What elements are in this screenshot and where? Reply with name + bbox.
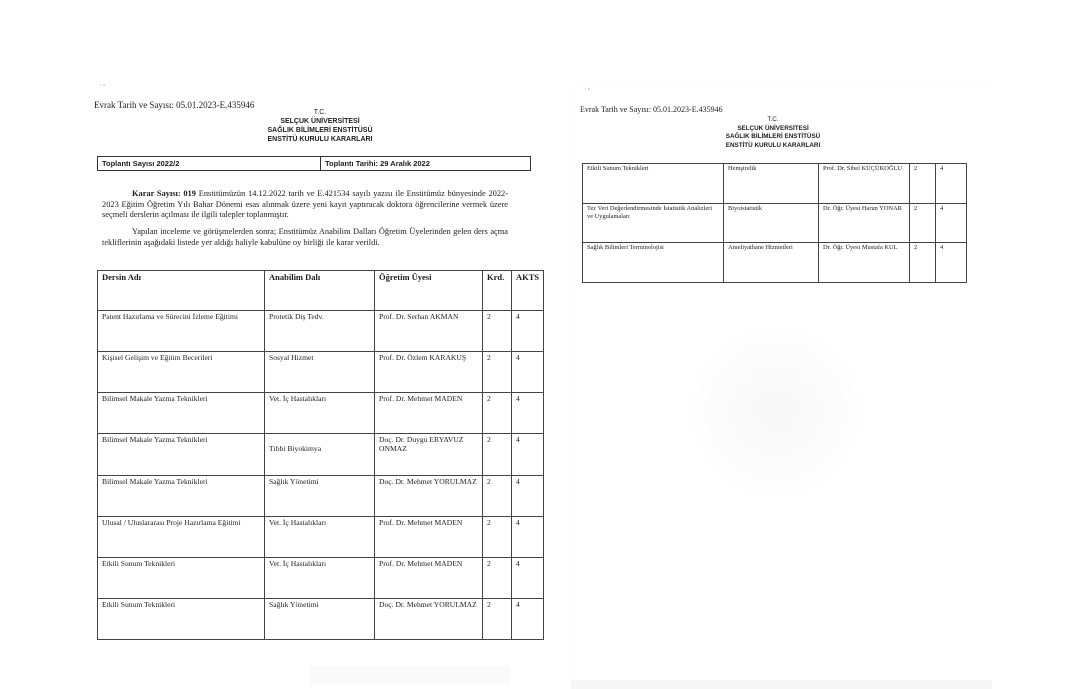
- lecturer: Prof. Dr. Mehmet MADEN: [375, 393, 483, 434]
- document-page-left: [80, 78, 560, 689]
- scan-smudge: [310, 666, 510, 684]
- table-row: [98, 598, 544, 639]
- course-name: Etkili Sunum Teknikleri: [98, 598, 265, 639]
- credit: 2: [483, 557, 512, 598]
- lecturer: Prof. Dr. Sibel KÜÇÜKOĞLU: [819, 164, 910, 204]
- credit: 2: [483, 598, 512, 639]
- course-name: Etkili Sunum Teknikleri: [583, 164, 724, 204]
- lecturer: Prof. Dr. Özlem KARAKUŞ: [375, 352, 483, 393]
- lecturer: Dr. Öğr. Üyesi Mustafa KUL: [819, 243, 910, 283]
- corner-mark: ' °: [585, 88, 590, 94]
- institution-header: [230, 108, 410, 144]
- department: Sağlık Yönetimi: [265, 475, 375, 516]
- department: Sosyal Hizmet: [265, 352, 375, 393]
- header-board: ENSTİTÜ KURULU KARARLARI: [267, 136, 373, 143]
- courses-table-continued: [582, 163, 967, 283]
- ects: 4: [512, 393, 544, 434]
- ects: 4: [512, 434, 544, 475]
- course-name: Ulusal / Uluslararası Proje Hazırlama Eğitimi: [98, 516, 265, 557]
- header-board: ENSTİTÜ KURULU KARARLARI: [725, 141, 821, 149]
- table-row: [98, 475, 544, 516]
- credit: 2: [910, 243, 936, 283]
- decision-text: Enstitümüzün 14.12.2022 tarih ve E.421534 sayılı yazısı ile Enstitümüz bünyesinde 2022-2023 Eğitim Öğretim Yılı Bahar Dönemi esas alınmak üzere yeni kayıt yaptıracak doktora öğrencilerine vermek üzere seçmeli derslerin açılması ile ilgili talepler toplanmıştır.: [102, 189, 508, 219]
- ects: 4: [936, 164, 967, 204]
- table-row: [583, 204, 967, 243]
- decision-number: Karar Sayısı: 019: [132, 189, 196, 198]
- lecturer: Prof. Dr. Serhan AKMAN: [375, 311, 483, 352]
- department: Protetik Diş Tedv.: [265, 311, 375, 352]
- col-header-ects: AKTS: [512, 271, 544, 311]
- meeting-info-box: [97, 156, 531, 171]
- ects: 4: [512, 557, 544, 598]
- document-page-right: [571, 86, 992, 689]
- header-tc: T.C.: [313, 109, 327, 116]
- col-header-lecturer: Öğretim Üyesi: [375, 271, 483, 311]
- credit: 2: [483, 434, 512, 475]
- lecturer: Dr. Öğr. Üyesi Harun YONAR: [819, 204, 910, 243]
- table-row: [98, 516, 544, 557]
- lecturer: Prof. Dr. Mehmet MADEN: [375, 557, 483, 598]
- department: Vet. İç Hastalıkları: [265, 557, 375, 598]
- ects: 4: [512, 311, 544, 352]
- department: Biyoistatistik: [724, 204, 819, 243]
- lecturer: Doç. Dr. Duygu ERYAVUZ ONMAZ: [375, 434, 483, 475]
- credit: 2: [483, 352, 512, 393]
- ects: 4: [512, 598, 544, 639]
- ects: 4: [512, 516, 544, 557]
- ects: 4: [936, 204, 967, 243]
- header-tc: T.C.: [767, 116, 779, 123]
- lecturer: Prof. Dr. Mehmet MADEN: [375, 516, 483, 557]
- table-header-row: [98, 271, 544, 311]
- course-name: Bilimsel Makale Yazma Teknikleri: [98, 475, 265, 516]
- department: Vet. İç Hastalıkları: [265, 516, 375, 557]
- meeting-number: Toplantı Sayısı 2022/2: [102, 159, 180, 168]
- col-header-course: Dersin Adı: [98, 271, 265, 311]
- department: Tıbbi Biyokimya: [265, 434, 375, 475]
- course-name: Etkili Sunum Teknikleri: [98, 557, 265, 598]
- header-institute: SAĞLIK BİLİMLERİ ENSTİTÜSÜ: [725, 133, 821, 140]
- evrak-line: Evrak Tarih ve Sayısı: 05.01.2023-E.435946: [94, 100, 255, 110]
- credit: 2: [910, 204, 936, 243]
- table-row: [98, 311, 544, 352]
- decision-paragraph-2: Yapılan inceleme ve görüşmelerden sonra; Enstitümüz Anabilim Dalları Öğretim Üyelerinden gelen ders açma tekliflerinin aşağıdaki listede yer aldığı haliyle kabulüne oy birliği ile karar verildi.: [102, 227, 508, 247]
- course-name: Bilimsel Makale Yazma Teknikleri: [98, 393, 265, 434]
- table-row: [98, 352, 544, 393]
- credit: 2: [483, 475, 512, 516]
- header-institute: SAĞLIK BİLİMLERİ ENSTİTÜSÜ: [267, 127, 373, 134]
- department: Ameliyathane Hizmetleri: [724, 243, 819, 283]
- ects: 4: [512, 352, 544, 393]
- credit: 2: [483, 516, 512, 557]
- course-name: Tez Veri Değerlendirmesinde İstatistik Analizleri ve Uygulamaları: [583, 204, 724, 243]
- table-row: [98, 434, 544, 475]
- ects: 4: [512, 475, 544, 516]
- table-row: [583, 164, 967, 204]
- ects: 4: [936, 243, 967, 283]
- header-university: SELÇUK ÜNİVERSİTESİ: [737, 124, 809, 132]
- lecturer: Doç. Dr. Mehmet YORULMAZ: [375, 598, 483, 639]
- decision-paragraph: [102, 189, 508, 221]
- course-name: Sağlık Bilimleri Terminolojisi: [583, 243, 724, 283]
- evrak-line: Evrak Tarih ve Sayısı: 05.01.2023-E.435946: [580, 105, 723, 114]
- credit: 2: [483, 393, 512, 434]
- scan-smudge: [691, 326, 861, 496]
- courses-table: [97, 270, 544, 640]
- course-name: Bilimsel Makale Yazma Teknikleri: [98, 434, 265, 475]
- credit: 2: [483, 311, 512, 352]
- department: Sağlık Yönetimi: [265, 598, 375, 639]
- header-university: SELÇUK ÜNİVERSİTESİ: [280, 118, 360, 125]
- page-bottom-edge: [571, 680, 992, 689]
- department: Vet. İç Hastalıkları: [265, 393, 375, 434]
- col-header-department: Anabilim Dalı: [265, 271, 375, 311]
- course-name: Kişisel Gelişim ve Eğitim Becerileri: [98, 352, 265, 393]
- table-row: [98, 393, 544, 434]
- table-row: [583, 243, 967, 283]
- course-name: Patent Hazırlama ve Sürecini İzleme Eğitimi: [98, 311, 265, 352]
- table-row: [98, 557, 544, 598]
- lecturer: Doç. Dr. Mehmet YORULMAZ: [375, 475, 483, 516]
- institution-header: [695, 116, 851, 150]
- corner-mark: ' °: [100, 84, 105, 90]
- meeting-date: Toplantı Tarihi: 29 Aralık 2022: [320, 157, 530, 170]
- department: Hemşirelik: [724, 164, 819, 204]
- credit: 2: [910, 164, 936, 204]
- col-header-credit: Krd.: [483, 271, 512, 311]
